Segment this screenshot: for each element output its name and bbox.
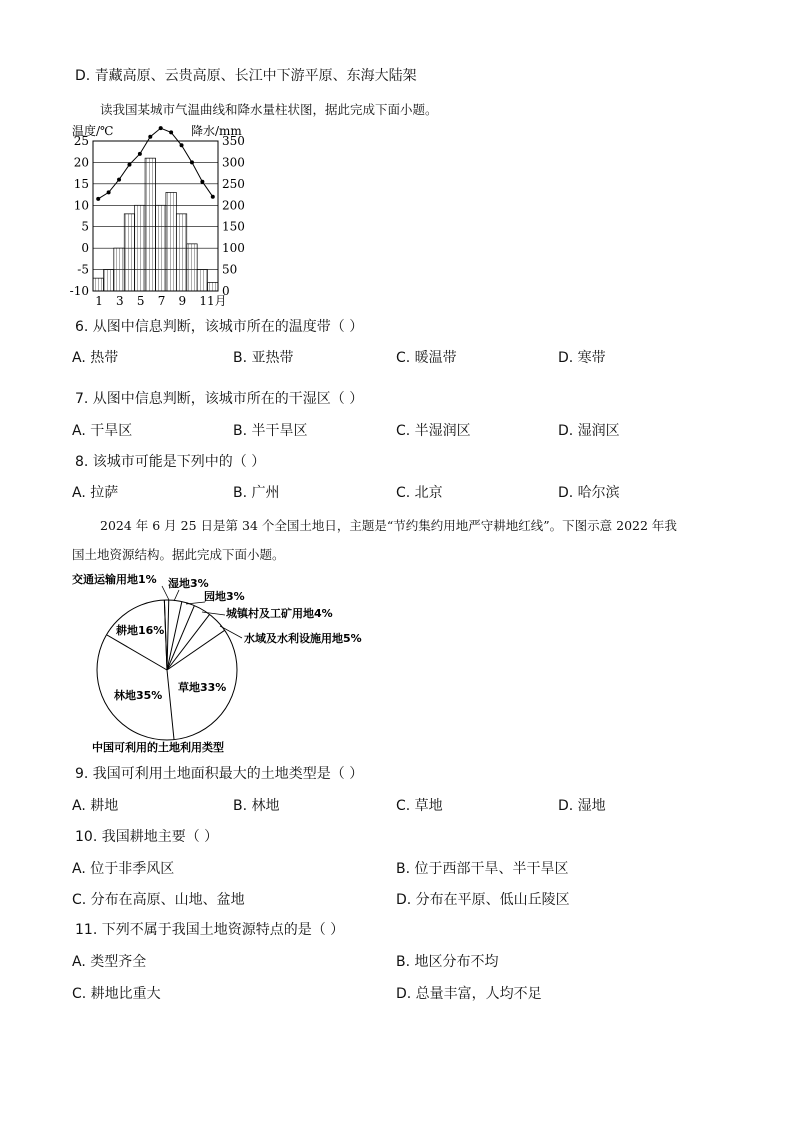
- q7-option-b[interactable]: B. 半干旱区: [233, 423, 308, 439]
- temp-point: [107, 190, 111, 194]
- left-tick-label: -10: [69, 284, 89, 298]
- temp-point: [148, 135, 152, 139]
- right-tick-label: 0: [222, 284, 230, 298]
- leader-wetland: [174, 590, 179, 601]
- temp-point: [169, 130, 173, 134]
- temp-point: [96, 197, 100, 201]
- q6-stem: 6. 从图中信息判断，该城市所在的温度带（ ）: [75, 319, 364, 335]
- q9-option-c[interactable]: C. 草地: [396, 798, 443, 814]
- land-use-pie-chart: [70, 570, 390, 758]
- precip-bar: [156, 205, 166, 291]
- q11-option-a[interactable]: A. 类型齐全: [72, 954, 147, 970]
- q8-option-b[interactable]: B. 广州: [233, 485, 280, 501]
- q6-option-c[interactable]: C. 暖温带: [396, 350, 457, 366]
- q7-option-c[interactable]: C. 半湿润区: [396, 423, 471, 439]
- left-tick-label: 10: [73, 198, 89, 213]
- month-tick-label: 11月: [199, 294, 227, 308]
- left-tick-label: 25: [73, 134, 89, 148]
- q8-stem: 8. 该城市可能是下列中的（ ）: [75, 454, 266, 470]
- label-urban: 城镇村及工矿用地4%: [226, 607, 333, 620]
- intro-land-day-line1: 2024 年 6 月 25 日是第 34 个全国土地日，主题是“节约集约用地严守耕地红线”。下图示意 2022 年我: [100, 518, 677, 533]
- left-tick-label: -5: [77, 262, 89, 277]
- label-grass: 草地33%: [178, 681, 227, 694]
- q10-stem: 10. 我国耕地主要（ ）: [75, 829, 219, 845]
- left-tick-label: 0: [81, 241, 89, 256]
- q9-stem: 9. 我国可利用土地面积最大的土地类型是（ ）: [75, 766, 364, 782]
- month-tick-label: 7: [157, 294, 166, 308]
- intro-land-day-line2: 国土地资源结构。据此完成下面小题。: [72, 547, 285, 562]
- label-traffic: 交通运输用地1%: [72, 573, 157, 586]
- q10-option-a[interactable]: A. 位于非季风区: [72, 861, 175, 877]
- right-tick-label: 300: [222, 155, 245, 170]
- precip-bar: [93, 278, 103, 291]
- right-tick-label: 200: [222, 198, 245, 213]
- q7-stem: 7. 从图中信息判断，该城市所在的干湿区（ ）: [75, 391, 364, 407]
- label-water: 水域及水利设施用地5%: [244, 632, 362, 645]
- q6-option-b[interactable]: B. 亚热带: [233, 350, 294, 366]
- temp-point: [159, 126, 163, 130]
- temp-axis-label: 温度/℃: [72, 124, 114, 138]
- label-garden: 园地3%: [204, 590, 245, 603]
- precip-bar: [197, 270, 207, 291]
- month-tick-label: 1: [95, 294, 103, 308]
- q10-option-b[interactable]: B. 位于西部干旱、半干旱区: [396, 861, 569, 877]
- q9-option-b[interactable]: B. 林地: [233, 798, 280, 814]
- precip-bar: [187, 244, 197, 291]
- temp-point: [127, 163, 131, 167]
- precip-bar: [166, 192, 176, 291]
- intro-climate: 读我国某城市气温曲线和降水量柱状图，据此完成下面小题。: [100, 102, 438, 117]
- temp-point: [211, 195, 215, 199]
- right-tick-label: 350: [222, 134, 245, 148]
- temp-point: [117, 178, 121, 182]
- right-tick-label: 150: [222, 219, 245, 234]
- label-wetland: 湿地3%: [168, 577, 209, 590]
- right-tick-label: 100: [222, 241, 245, 256]
- left-tick-label: 5: [81, 219, 89, 234]
- q10-option-c[interactable]: C. 分布在高原、山地、盆地: [72, 892, 245, 908]
- q10-option-d[interactable]: D. 分布在平原、低山丘陵区: [396, 892, 570, 908]
- precip-bar: [124, 214, 134, 291]
- precip-bar: [176, 214, 186, 291]
- q6-option-d[interactable]: D. 寒带: [558, 350, 606, 366]
- option-d-prev-question: D. 青藏高原、云贵高原、长江中下游平原、东海大陆架: [75, 68, 417, 84]
- label-forest: 林地35%: [114, 689, 163, 702]
- right-tick-label: 250: [222, 176, 245, 191]
- precip-bar: [208, 282, 218, 291]
- q8-option-d[interactable]: D. 哈尔滨: [558, 485, 620, 501]
- q9-option-d[interactable]: D. 湿地: [558, 798, 606, 814]
- q11-option-d[interactable]: D. 总量丰富，人均不足: [396, 986, 542, 1002]
- precip-bar: [135, 205, 145, 291]
- precip-axis-label: 降水/mm: [191, 124, 242, 138]
- temp-point: [200, 180, 204, 184]
- precip-bar: [145, 158, 155, 291]
- q11-option-c[interactable]: C. 耕地比重大: [72, 986, 161, 1002]
- q6-option-a[interactable]: A. 热带: [72, 350, 119, 366]
- precip-bar: [114, 248, 124, 291]
- q7-option-d[interactable]: D. 湿润区: [558, 423, 620, 439]
- label-farmland: 耕地16%: [116, 624, 165, 637]
- q9-option-a[interactable]: A. 耕地: [72, 798, 119, 814]
- month-tick-label: 3: [116, 294, 124, 308]
- temp-point: [190, 160, 194, 164]
- left-tick-label: 15: [73, 176, 89, 191]
- q11-stem: 11. 下列不属于我国土地资源特点的是（ ）: [75, 922, 345, 938]
- month-tick-label: 9: [178, 294, 187, 308]
- right-tick-label: 50: [222, 262, 238, 277]
- q7-option-a[interactable]: A. 干旱区: [72, 423, 133, 439]
- temp-point: [180, 143, 184, 147]
- q11-option-b[interactable]: B. 地区分布不均: [396, 954, 499, 970]
- pie-caption: 中国可利用的土地利用类型: [92, 741, 224, 754]
- q8-option-c[interactable]: C. 北京: [396, 485, 443, 501]
- climate-chart: [65, 118, 255, 310]
- left-tick-label: 20: [73, 155, 89, 170]
- q8-option-a[interactable]: A. 拉萨: [72, 485, 119, 501]
- precip-bar: [103, 270, 113, 291]
- temp-point: [138, 152, 142, 156]
- month-tick-label: 5: [136, 294, 145, 308]
